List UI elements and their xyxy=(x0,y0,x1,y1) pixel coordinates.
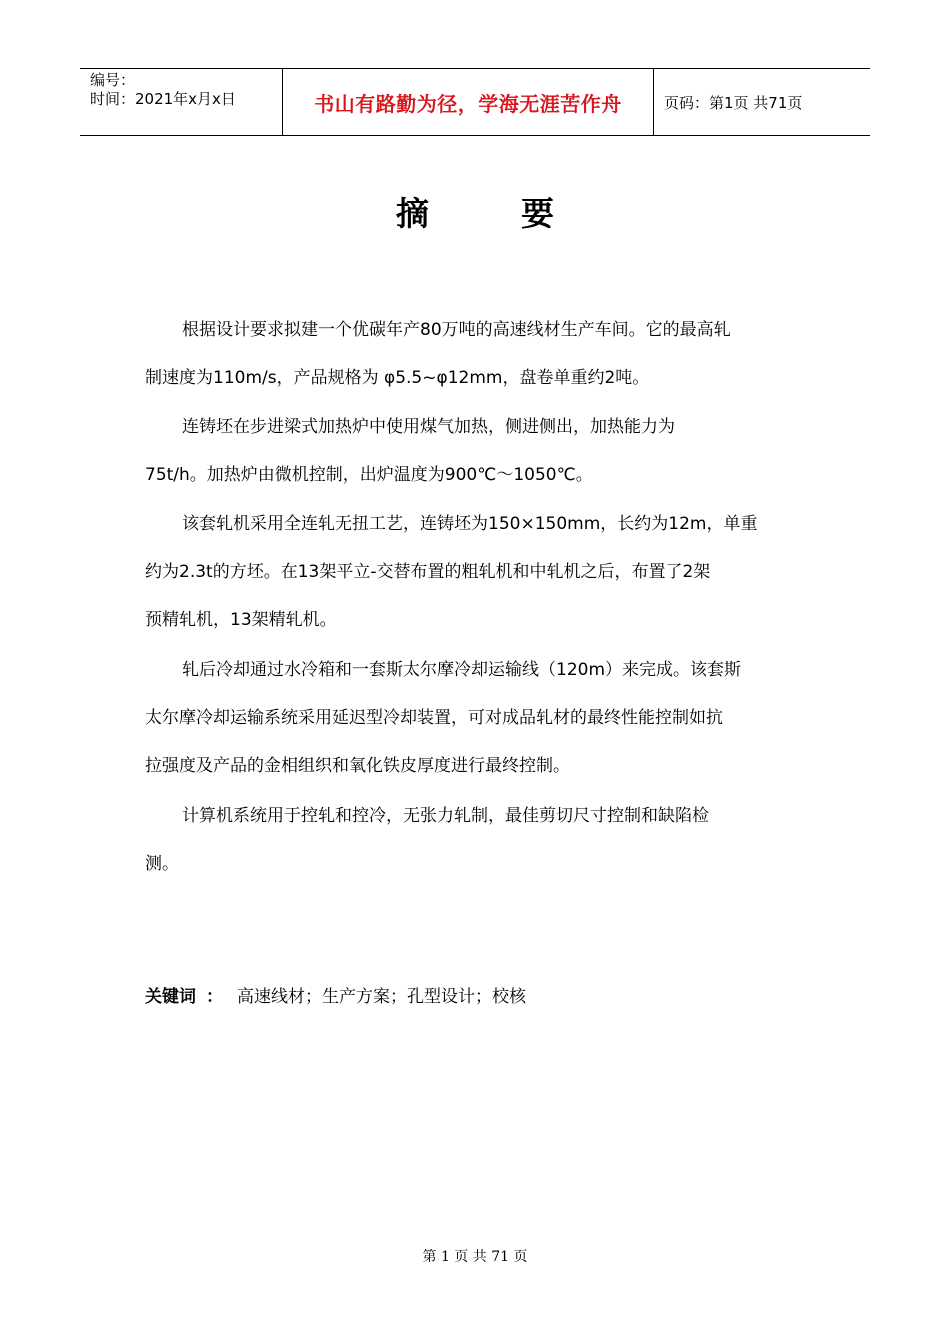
header-meta xyxy=(80,69,282,135)
header-motto: 书山有路勤为径，学海无涯苦作舟 xyxy=(282,69,654,135)
paragraph-line: 约为2.3t的方坯。在13架平立-交替布置的粗轧机和中轧机之后，布置了2架 xyxy=(145,562,711,582)
paragraph-line: 轧后冷却通过水冷箱和一套斯太尔摩冷却运输线（120m）来完成。该套斯 xyxy=(182,660,742,680)
keywords-value: 高速线材；生产方案；孔型设计；校核 xyxy=(237,987,526,1007)
paragraph-line: 制速度为110m/s，产品规格为 φ5.5~φ12mm，盘卷单重约2吨。 xyxy=(145,368,650,388)
paragraph-line: 根据设计要求拟建一个优碳年产80万吨的高速线材生产车间。它的最高轧 xyxy=(182,320,731,340)
keywords-label: 关键词 xyxy=(145,987,196,1007)
paragraph-5 xyxy=(145,792,825,888)
paragraph-line: 计算机系统用于控轧和控冷，无张力轧制，最佳剪切尺寸控制和缺陷检 xyxy=(182,806,709,826)
paragraph-line: 测。 xyxy=(145,854,179,874)
paragraph-line: 太尔摩冷却运输系统采用延迟型冷却装置，可对成品轧材的最终性能控制如抗 xyxy=(145,708,723,728)
paragraph-line: 预精轧机，13架精轧机。 xyxy=(145,610,337,630)
document-header xyxy=(80,68,870,136)
paragraph-line: 该套轧机采用全连轧无扭工艺，连铸坯为150×150mm，长约为12m，单重 xyxy=(182,514,758,534)
keywords xyxy=(145,982,526,1007)
paragraph-4 xyxy=(145,646,825,790)
paragraph-line: 连铸坯在步进梁式加热炉中使用煤气加热，侧进侧出，加热能力为 xyxy=(182,417,675,437)
paragraph-line: 拉强度及产品的金相组织和氧化铁皮厚度进行最终控制。 xyxy=(145,756,570,776)
page-title: 摘 要 xyxy=(396,194,554,233)
keywords-separator: ： xyxy=(206,987,223,1007)
page-footer: 第 1 页 共 71 页 xyxy=(422,1249,528,1265)
document-number-label: 编号： xyxy=(90,71,136,89)
paragraph-line: 75t/h。加热炉由微机控制，出炉温度为900℃～1050℃。 xyxy=(145,465,593,485)
paragraph-2 xyxy=(145,403,825,499)
header-page-code: 页码：第1页 共71页 xyxy=(664,93,803,112)
paragraph-1 xyxy=(145,306,825,402)
document-date: 时间：2021年x月x日 xyxy=(90,90,236,108)
paragraph-3 xyxy=(145,500,825,644)
